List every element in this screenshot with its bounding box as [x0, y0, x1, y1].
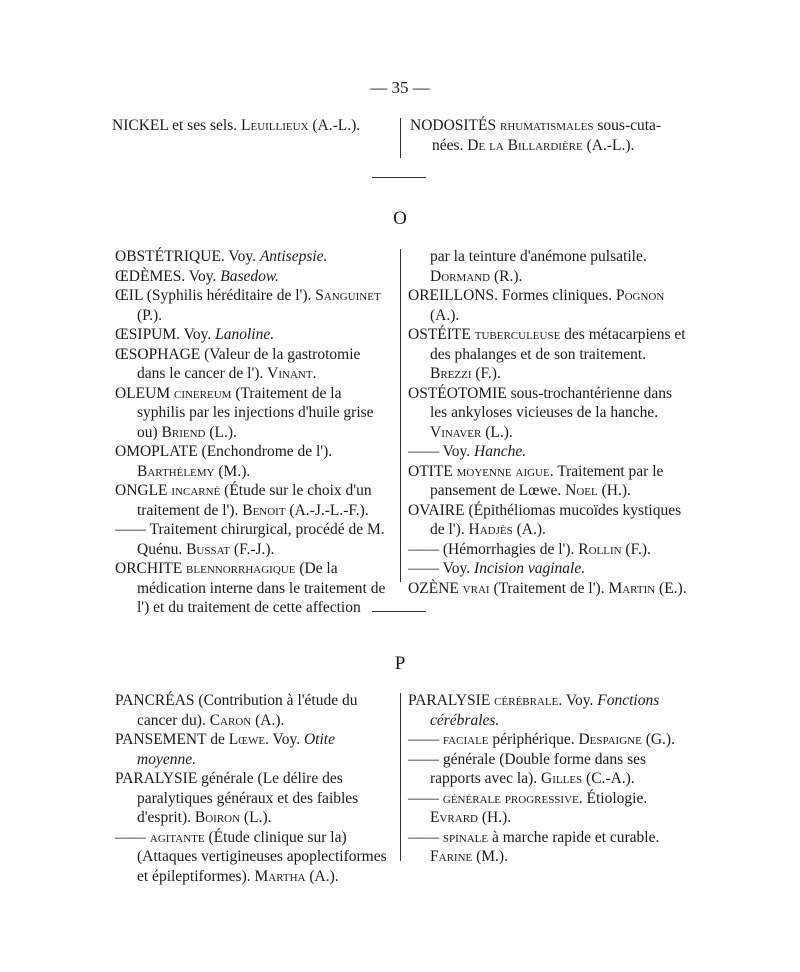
entry-author: Farine (M.). — [430, 848, 508, 865]
index-entry — [115, 828, 392, 887]
entry-text: (Contribution à l'étude du cancer du). — [137, 692, 358, 729]
index-entry — [408, 286, 688, 325]
entry-heading: —— — [408, 443, 439, 460]
entry-heading: —— — [408, 560, 439, 577]
entry-text: des métacarpiens et des phalanges et de son traitement. — [430, 326, 686, 363]
index-entry — [115, 520, 392, 559]
entry-qualifier: générale progressive. — [439, 789, 583, 807]
index-entry — [115, 267, 392, 287]
page-number: — 35 — — [370, 78, 430, 97]
entry-heading: ŒIL — [115, 287, 143, 304]
entry-author: Despaigne (G.). — [578, 731, 675, 748]
entry-heading: OMOPLATE — [115, 443, 198, 460]
entry-heading: OZÈNE — [408, 579, 459, 597]
entry-author: Pognon (A.). — [430, 287, 665, 324]
column-divider — [400, 118, 401, 158]
index-entry — [408, 750, 690, 789]
entry-text: (Valeur de la gastrotomie dans le cancer de l'). — [137, 345, 361, 382]
entry-heading: PARALYSIE — [408, 692, 491, 709]
entry-text: Formes cliniques. — [497, 287, 616, 304]
entry-text: à marche rapide et curable. — [488, 828, 660, 846]
entry-author: Hadjès (A.). — [468, 521, 546, 538]
entry-heading: PANCRÉAS — [115, 692, 195, 709]
entry-qualifier: rhumatismales — [496, 117, 594, 134]
entry-text: sous-cuta-nées. — [432, 117, 662, 154]
entry-heading: —— — [115, 828, 146, 846]
index-entry — [115, 691, 392, 730]
entry-heading: —— — [408, 540, 439, 558]
index-entry — [408, 384, 688, 443]
entry-text: (Hémorrhagies de l'). — [439, 540, 579, 558]
entry-crossref: Basedow. — [220, 267, 279, 285]
index-entry — [408, 730, 690, 750]
top-right-column — [410, 116, 692, 155]
index-entry — [408, 442, 688, 462]
entry-text: (De la médication interne dans le traitement de l') et du traitement de cette affection — [137, 560, 386, 616]
entry-heading: OSTÉOTOMIE — [408, 384, 507, 402]
entry-qualifier: incarné — [167, 482, 221, 499]
entry-text: (Traitement de la syphilis par les injections d'huile grise ou) — [137, 384, 374, 441]
entry-author: Sanguinet (P.). — [137, 287, 381, 324]
entry-author: Vinaver (L.). — [430, 423, 513, 441]
entry-author: Boiron (L.). — [194, 809, 272, 826]
index-entry — [115, 559, 392, 618]
entry-author: Martha (A.). — [254, 867, 339, 885]
entry-crossref: Hanche. — [474, 443, 527, 460]
entry-text: sous-trochantérienne dans les ankyloses vicieuses de la hanche. — [430, 384, 673, 421]
entry-author: Bussat (F.-J.). — [186, 540, 275, 558]
entry-qualifier: cinereum — [170, 384, 232, 402]
index-entry — [115, 345, 392, 384]
index-entry — [408, 691, 690, 730]
index-entry — [115, 286, 392, 325]
entry-heading: ŒDÈMES. — [115, 267, 186, 285]
index-entry — [408, 789, 690, 828]
index-entry — [408, 501, 688, 540]
index-entry — [408, 559, 688, 579]
index-entry — [115, 769, 392, 828]
entry-text: Voy. — [180, 326, 216, 343]
entry-qualifier: blennorrhagique — [182, 560, 296, 577]
entry-text: et ses sels. — [168, 117, 242, 134]
entry-qualifier: cérébrale. — [490, 692, 563, 709]
section-o-right-column — [408, 247, 688, 598]
column-divider — [400, 693, 401, 861]
entry-heading: ŒSOPHAGE — [115, 345, 201, 363]
entry-heading: —— — [408, 789, 439, 807]
entry-text: (Étude clinique sur la) (Attaques vertigineuses apoplectiformes et épileptiformes). — [137, 828, 387, 885]
index-entry — [115, 247, 392, 267]
entry-heading: ORCHITE — [115, 560, 183, 577]
entry-heading: OTITE — [408, 462, 453, 480]
entry-author: Noel (H.). — [565, 482, 631, 499]
entry-heading: NODOSITÉS — [410, 117, 497, 134]
entry-heading: ŒSIPUM. — [115, 326, 181, 343]
entry-author: Rollin (F.). — [578, 540, 651, 558]
entry-text: (Épithéliomas mucoïdes kystiques de l'). — [430, 501, 682, 538]
entry-text: Voy. — [439, 443, 475, 460]
entry-heading: —— — [408, 828, 439, 846]
entry-crossref: Lanoline. — [215, 326, 275, 343]
section-letter-o: O — [393, 208, 407, 229]
entry-author: De la Billardière (A.-L.). — [467, 136, 635, 154]
entry-text: Voy. — [268, 731, 304, 748]
section-o-left-column — [115, 247, 392, 618]
entry-author: Martin (E.). — [608, 579, 687, 597]
entry-author: Briend (L.). — [161, 423, 237, 441]
entry-author: Evrard (H.). — [430, 809, 512, 826]
entry-text: périphérique. — [488, 731, 579, 748]
index-entry — [408, 325, 688, 384]
section-p-left-column — [115, 691, 392, 886]
entry-heading: NICKEL — [112, 117, 169, 134]
entry-text: Étiologie. — [582, 789, 648, 807]
entry-author: Dormand (R.). — [430, 267, 523, 285]
entry-heading: —— — [408, 750, 439, 768]
entry-author: Leuillieux (A.-L.). — [241, 117, 361, 134]
entry-reference-name: Lœwe. — [228, 731, 269, 748]
entry-text: (Traitement de l'). — [489, 579, 609, 597]
entry-heading: OVAIRE — [408, 501, 465, 519]
entry-text: générale (Le délire des paralytiques généraux et des faibles d'esprit). — [137, 770, 359, 826]
entry-heading: PANSEMENT — [115, 731, 207, 748]
entry-text: générale (Double forme dans ses rapports avec la). — [430, 750, 647, 787]
entry-text: (Étude sur le choix d'un traitement de l'). — [137, 482, 372, 519]
entry-crossref: Otite moyenne. — [137, 731, 335, 768]
section-p-right-column — [408, 691, 690, 867]
entry-text: Traitement par le pansement de Lœwe. — [430, 462, 664, 499]
entry-heading: —— — [408, 731, 439, 748]
entry-text: de — [206, 731, 229, 748]
entry-text: Voy. — [224, 248, 260, 265]
entry-heading: OBSTÉTRIQUE. — [115, 248, 225, 265]
index-entry — [408, 247, 688, 286]
index-entry — [408, 462, 688, 501]
index-entry — [115, 325, 392, 345]
column-divider — [400, 249, 401, 582]
entry-text: (Enchondrome de l'). — [197, 443, 333, 460]
entry-heading: ONGLE — [115, 482, 168, 499]
index-entry — [408, 579, 688, 599]
entry-text: Traitement chirurgical, procédé de M. Quénu. — [137, 521, 385, 558]
entry-crossref: Incision vaginale. — [474, 560, 586, 577]
entry-text: (Syphilis héréditaire de l'). — [142, 287, 316, 304]
entry-text: Voy. — [562, 692, 598, 709]
top-left-column — [112, 116, 390, 136]
entry-crossref: Fonctions cérébrales. — [430, 692, 660, 729]
index-entry — [115, 384, 392, 443]
index-entry — [112, 116, 390, 136]
entry-author: Barthélemy (M.). — [137, 462, 251, 480]
entry-text: Voy. — [439, 560, 475, 577]
entry-crossref: Antisepsie. — [259, 248, 328, 265]
entry-author: Gilles (C.-A.). — [541, 770, 635, 787]
entry-text: Voy. — [185, 267, 221, 285]
entry-author: Vinant. — [267, 365, 317, 382]
entry-qualifier: vrai — [458, 579, 490, 597]
index-entry — [408, 540, 688, 560]
index-entry — [410, 116, 692, 155]
entry-heading: OREILLONS. — [408, 287, 498, 304]
section-letter-p: P — [394, 653, 406, 674]
section-divider — [372, 177, 426, 178]
entry-heading: OLEUM — [115, 384, 171, 402]
entry-qualifier: spinale — [439, 828, 489, 846]
entry-qualifier: faciale — [439, 731, 489, 748]
index-entry — [115, 730, 392, 769]
entry-heading: OSTÉITE — [408, 326, 471, 343]
index-entry — [408, 828, 690, 867]
entry-text: par la teinture d'anémone pulsatile. — [430, 248, 647, 265]
entry-qualifier: tuberculeuse — [470, 326, 561, 343]
entry-qualifier: agitante — [146, 828, 205, 846]
entry-qualifier: moyenne aigue. — [452, 462, 554, 480]
entry-author: Caron (A.). — [209, 711, 285, 729]
index-entry — [115, 481, 392, 520]
entry-author: Benoit (A.-J.-L.-F.). — [242, 501, 369, 519]
section-divider — [372, 611, 426, 612]
entry-heading: PARALYSIE — [115, 770, 198, 787]
index-entry — [115, 442, 392, 481]
entry-author: Brezzi (F.). — [430, 365, 501, 382]
entry-heading: —— — [115, 521, 146, 538]
